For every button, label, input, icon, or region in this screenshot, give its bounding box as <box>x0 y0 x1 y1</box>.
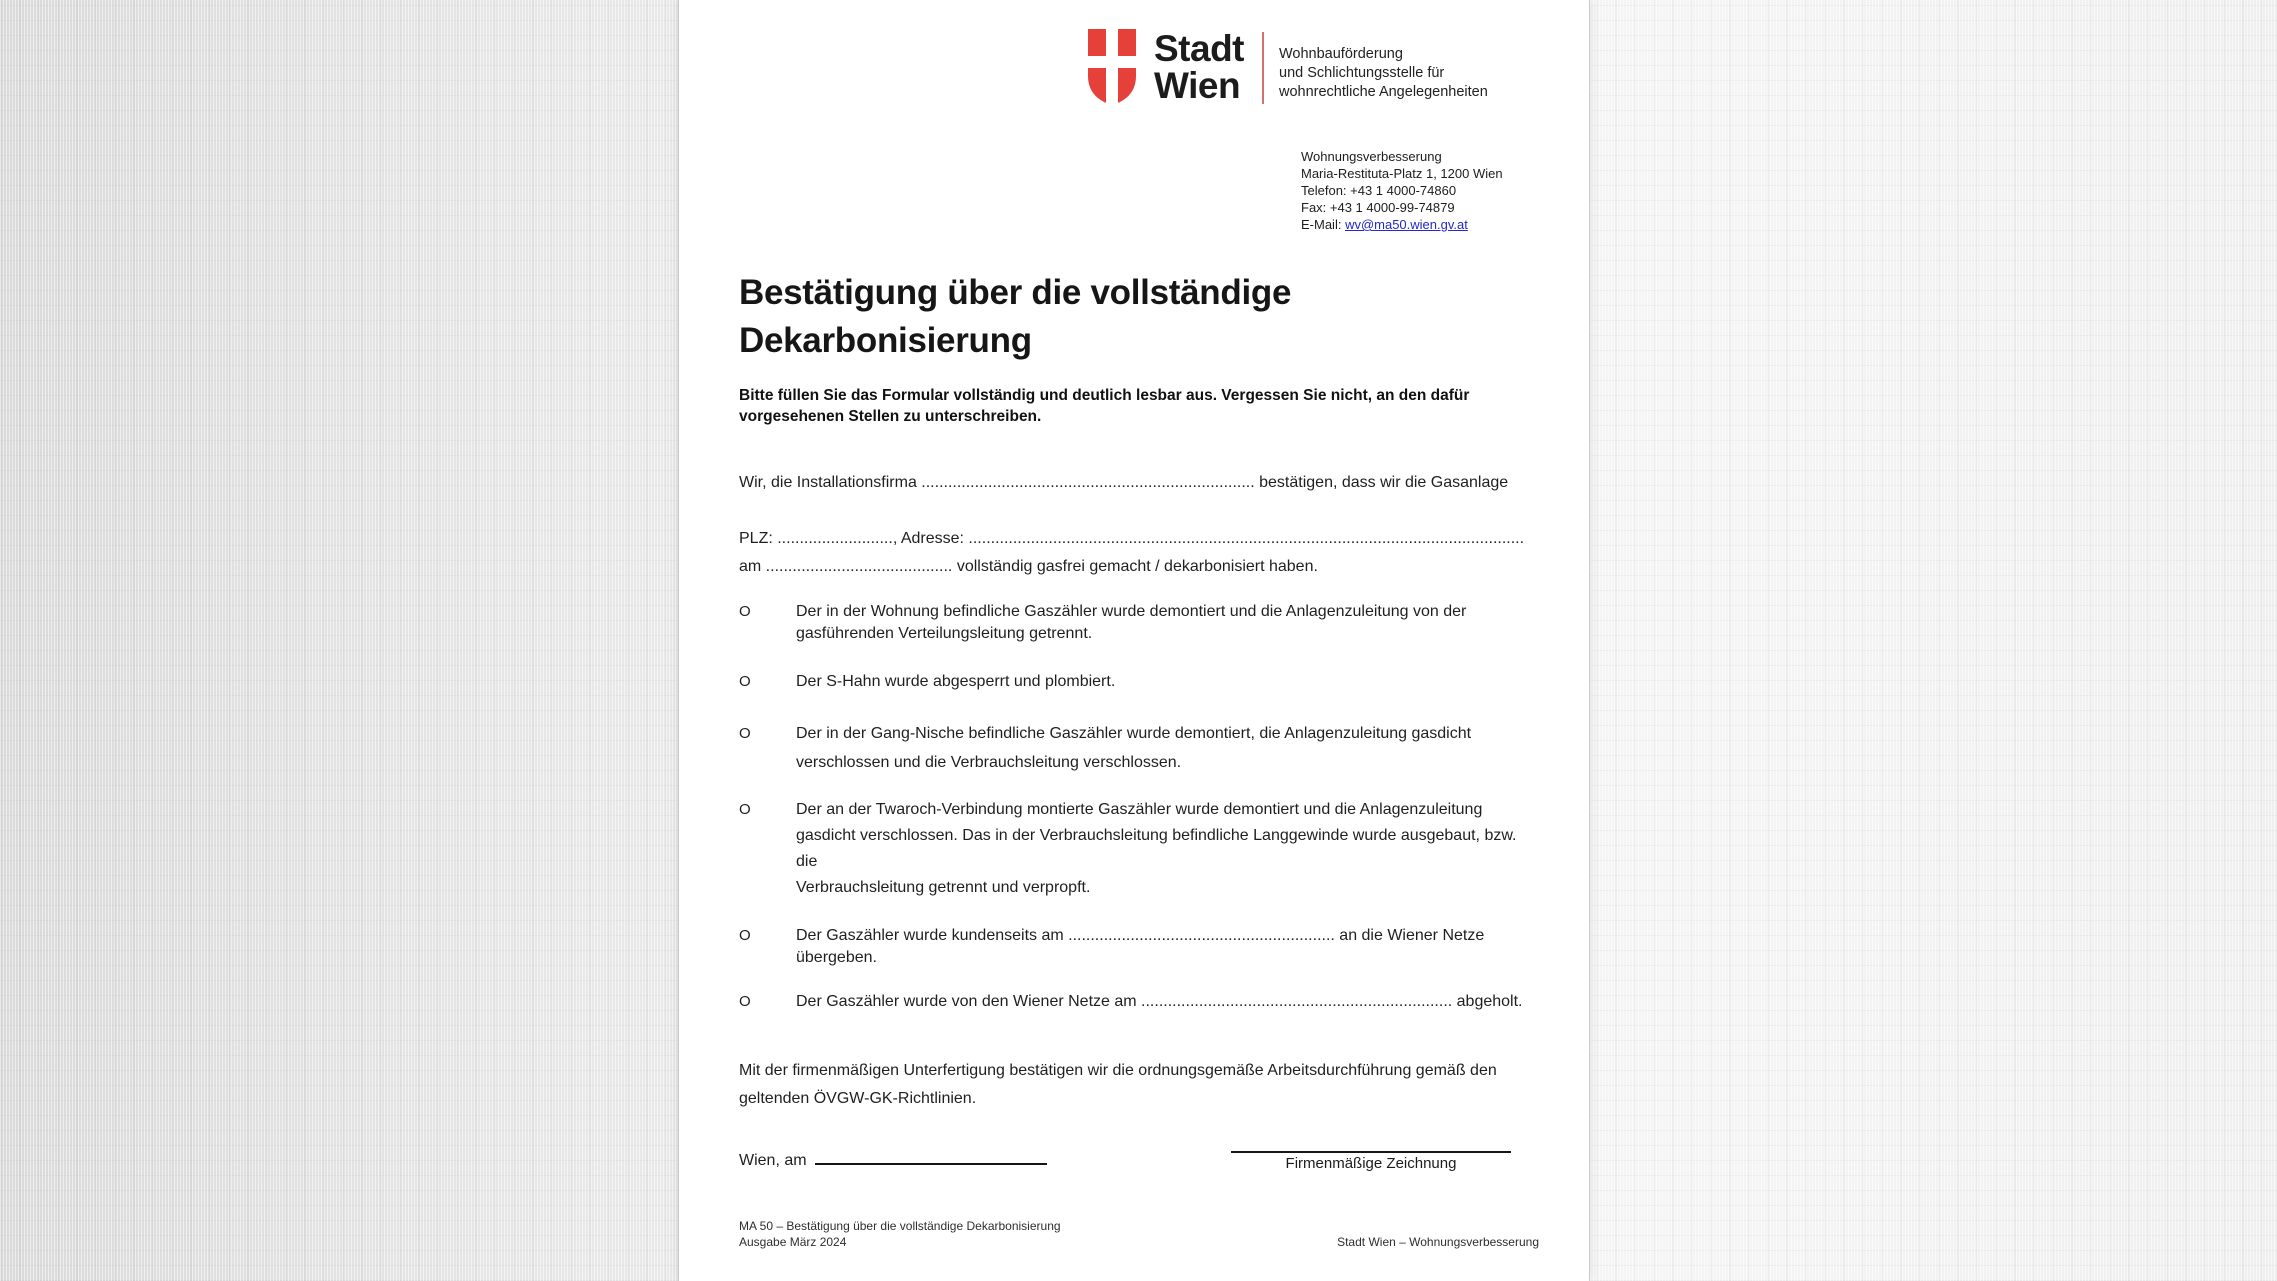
option-text-line: Verbrauchsleitung getrennt und verpropft. <box>796 879 1091 896</box>
email-link[interactable]: wv@ma50.wien.gv.at <box>1345 217 1468 232</box>
option-marker: O <box>739 927 751 944</box>
form-document <box>678 0 1590 1281</box>
contact-email-line <box>1301 216 1539 233</box>
logo-divider <box>1262 32 1264 104</box>
option-text-line: verschlossen und die Verbrauchsleitung verschlossen. <box>796 754 1182 771</box>
option-marker: O <box>739 603 751 620</box>
header-logo <box>1087 28 1539 106</box>
option-text-line: gasführenden Verteilungsleitung getrennt. <box>796 625 1093 642</box>
plz-address-blank-line: PLZ: .........................., Adresse: ............................................................................................................................. <box>739 530 1525 547</box>
option-row-1 <box>739 601 1539 645</box>
closing-line: Mit der firmenmäßigen Unterfertigung bestätigen wir die ordnungsgemäße Arbeitsdurchführung gemäß den <box>739 1062 1497 1079</box>
signature-section <box>739 1151 1539 1172</box>
brand-line-1: Stadt <box>1154 28 1244 69</box>
option-row-6 <box>739 991 1539 1013</box>
brand-line-2: Wien <box>1154 65 1241 106</box>
company-signature-field <box>1231 1151 1511 1172</box>
footer-left <box>739 1218 1061 1250</box>
address-blank-block <box>739 525 1539 581</box>
department-line: und Schlichtungsstelle für <box>1279 65 1445 81</box>
title-line: Bestätigung über die vollständige <box>739 273 1292 312</box>
closing-statement <box>739 1057 1539 1113</box>
document-footer <box>739 1218 1539 1250</box>
instruction-line: vorgesehenen Stellen zu unterschreiben. <box>739 408 1042 425</box>
page-title <box>739 269 1539 365</box>
contact-line: Wohnungsverbesserung <box>1301 149 1442 164</box>
contact-line: Telefon: +43 1 4000-74860 <box>1301 183 1457 198</box>
department-line: wohnrechtliche Angelegenheiten <box>1279 84 1488 100</box>
option-text <box>796 797 1539 901</box>
date-blank-line: am .......................................... vollständig gasfrei gemacht / dekarbonisiert haben. <box>739 558 1318 575</box>
contact-line: Maria-Restituta-Platz 1, 1200 Wien <box>1301 166 1503 181</box>
option-marker: O <box>739 993 751 1010</box>
fill-instruction <box>739 385 1539 427</box>
option-text-line: übergeben. <box>796 949 877 966</box>
place-date-label: Wien, am <box>739 1152 807 1169</box>
option-text <box>796 671 1115 693</box>
footer-edition: Ausgabe März 2024 <box>739 1235 847 1249</box>
contact-line: Fax: +43 1 4000-99-74879 <box>1301 200 1455 215</box>
option-text-line: Der Gaszähler wurde von den Wiener Netze am ...................................................................... abgeholt. <box>796 993 1523 1010</box>
contact-block <box>1301 148 1539 233</box>
option-text <box>796 601 1466 645</box>
option-list <box>739 601 1539 1013</box>
option-text-line: Der S-Hahn wurde abgesperrt und plombiert. <box>796 673 1116 690</box>
option-text-line: Der Gaszähler wurde kundenseits am ............................................................ an die Wiener Netze <box>796 927 1485 944</box>
department-line: Wohnbauförderung <box>1279 46 1403 62</box>
option-text-line: gasdicht verschlossen. Das in der Verbrauchsleitung befindliche Langgewinde wurde ausgebaut, bzw. die <box>796 827 1517 870</box>
option-marker: O <box>739 801 751 818</box>
option-row-2 <box>739 671 1539 693</box>
option-row-3 <box>739 719 1539 777</box>
footer-org: Stadt Wien – Wohnungsverbesserung <box>1337 1235 1539 1249</box>
option-text <box>796 991 1523 1013</box>
title-line: Dekarbonisierung <box>739 321 1032 360</box>
company-blank-line: Wir, die Installationsfirma ........................................................................... bestätigen, dass wir die Gasanlage <box>739 474 1509 491</box>
place-date-blank[interactable] <box>815 1151 1047 1165</box>
closing-line: geltenden ÖVGW-GK-Richtlinien. <box>739 1090 977 1107</box>
footer-form-name: MA 50 – Bestätigung über die vollständige Dekarbonisierung <box>739 1219 1061 1233</box>
option-row-5 <box>739 925 1539 969</box>
option-text <box>796 719 1471 777</box>
department-name <box>1279 28 1488 102</box>
option-text <box>796 925 1484 969</box>
option-marker: O <box>739 725 751 742</box>
option-text-line: Der in der Gang-Nische befindliche Gaszähler wurde demontiert, die Anlagenzuleitung gasdicht <box>796 725 1472 742</box>
email-label: E-Mail: <box>1301 217 1346 232</box>
option-text-line: Der in der Wohnung befindliche Gaszähler wurde demontiert und die Anlagenzuleitung von der <box>796 603 1467 620</box>
option-text-line: Der an der Twaroch-Verbindung montierte Gaszähler wurde demontiert und die Anlagenzuleitung <box>796 801 1483 818</box>
option-marker: O <box>739 673 751 690</box>
stadt-wien-shield-icon <box>1087 28 1137 106</box>
place-date-field <box>739 1151 1047 1170</box>
signature-label: Firmenmäßige Zeichnung <box>1285 1155 1457 1172</box>
brand-wordmark <box>1154 28 1244 104</box>
instruction-line: Bitte füllen Sie das Formular vollständig und deutlich lesbar aus. Vergessen Sie nicht, an den dafür <box>739 387 1470 404</box>
option-row-4 <box>739 797 1539 901</box>
